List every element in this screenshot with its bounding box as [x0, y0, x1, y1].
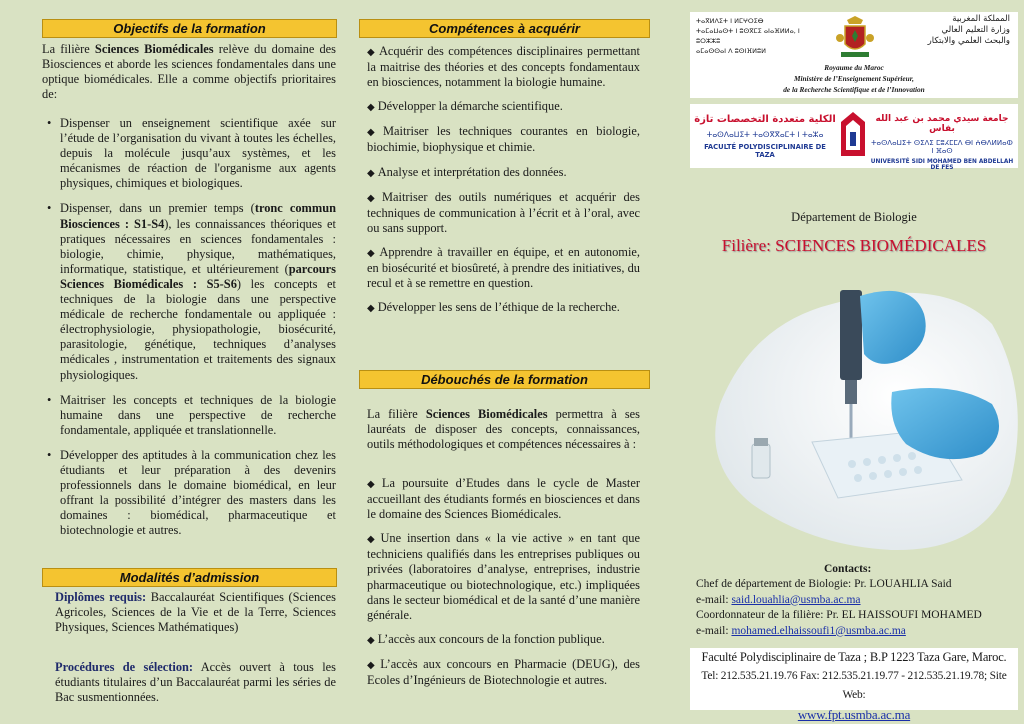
tifinagh-line: ⴰⵎⴰⵙⵙⴰⵏ ⴷ ⵓⵙⵏⴼⵍⵓⵍ — [696, 47, 766, 55]
university-emblem-icon — [838, 110, 868, 162]
email2-link[interactable]: mohamed.elhaissoufi1@usmba.ac.ma — [731, 624, 906, 637]
footer-info-box — [690, 648, 1018, 722]
department-title: Département de Biologie — [791, 210, 917, 224]
competence-text: Apprendre à travailler en équipe, et en autonomie, en biosécurité et biosûreté, à prendre des initiatives, du recul et à se remettre en question. — [367, 244, 640, 291]
footer-address: Faculté Polydisciplinaire de Taza ; B.P 1223 Taza Gare, Maroc. — [701, 650, 1007, 664]
university-arabic: جامعة سيدي محمد بن عبد الله بفاس — [875, 114, 1009, 134]
procedures-text: Accès ouvert à tous les étudiants titulaires d’un Baccalauréat parmi les séries de Bac susmentionnées. — [55, 660, 336, 705]
objectif-text: ) les concepts et techniques de la biologie dans une perspective médicale de recherche fondamentale ou appliquée : électrophysiologie, physiopathologie, biosécurité, parasitologie, génétique, techniques d’analyses médicales , instrumentation et traitements des signaux physiologiques. — [60, 276, 336, 382]
email-label: e-mail: — [696, 624, 732, 637]
filiere-title: Filière: SCIENCES BIOMÉDICALES — [721, 236, 987, 255]
debouche-text: La poursuite d’Etudes dans le cycle de Master accueillant des étudiants formés en biosciences et dans le domaine des Sciences Biomédicales. — [367, 476, 640, 522]
tifinagh-line: ⵜⴰⵎⴰⵡⴰⵙⵜ ⵏ ⵓⵙⴳⵎⵉ ⴰⵏⴰⴼⵍⵍⴰ, ⵏ ⵓⵔⵣⵣⵓ — [696, 27, 800, 45]
debouche-item: ◆ L’accès aux concours en Pharmacie (DEUG), des Ecoles d’Ingénieurs de Biotechnologie et autres. — [367, 656, 640, 688]
arabic-line: المملكة المغربية — [952, 14, 1010, 24]
debouches-intro-b: Sciences Biomédicales — [425, 407, 548, 421]
university-tifinagh: ⵜⴰⵙⴷⴰⵡⵉⵜ ⵙⵉⴷⵉ ⵎⵓⵃⵎⵎⴷ ⴱⵏ ⵄⴱⴷⵍⵍⴰⵀ ⵏ ⴼⴰⵙ — [871, 139, 1013, 155]
arabic-line: وزارة التعليم العالي — [941, 25, 1010, 35]
footer-site-line — [690, 705, 1018, 724]
faculty-left — [694, 114, 836, 159]
debouche-item: ◆ Une insertion dans « la vie active » en tant que techniciens qualifiés dans les entreprises publiques ou privées (laboratoires d’analyse, entreprises, industrie pharmaceutique ou biotechnologique, etc.) impliquées dans le secteur biomédical et de la santé d’une manière générale. — [367, 531, 640, 622]
debouche-item: ◆ L’accès aux concours de la fonction publique. — [367, 631, 605, 646]
procedures-label: Procédures de sélection: — [55, 660, 194, 674]
objectifs-list — [44, 116, 336, 548]
french-line: de la Recherche Scientifique et de l’Innovation — [783, 85, 925, 94]
debouche-text: Une insertion dans « la vie active » en tant que techniciens qualifiés dans les entreprises publiques ou privées (laboratoires d’analyse, entreprises, industrie pharmaceutique ou biotechnologique, etc.) impliquées dans le secteur biomédical et de la santé d’une manière générale. — [367, 531, 640, 622]
university-french: UNIVERSITÉ SIDI MOHAMED BEN ABDELLAH DE FES — [870, 159, 1014, 171]
email1-line — [696, 593, 1018, 609]
website-link[interactable]: www.fpt.usmba.ac.ma — [797, 707, 911, 722]
intro-text-a: La filière — [42, 42, 95, 56]
competence-text: Maitriser des outils numériques et acquérir des techniques de communication à l’écrit et à l’oral, avec ou sans support. — [367, 189, 640, 235]
intro-text-b: Sciences Biomédicales — [94, 42, 214, 56]
debouches-intro-c: permettra à ses lauréats de disposer des concepts, connaissances, outils méthodologiques et compétences nécessaires à : — [367, 407, 640, 452]
debouche-item: ◆ La poursuite d’Etudes dans le cycle de Master accueillant des étudiants formés en biosciences et dans le domaine des Sciences Biomédicales. — [367, 476, 640, 522]
competence-item: ◆ Maitriser les techniques courantes en biologie, biochimie, biophysique et chimie. — [367, 124, 640, 155]
contacts-block — [696, 577, 1018, 639]
ministry-tifinagh — [696, 16, 801, 56]
footer-phone: Tel: 212.535.21.19.76 Fax: 212.535.21.19.77 - 212.535.21.19.78; Site Web: — [701, 670, 1007, 701]
coord-name: Pr. EL HAISSOUFI MOHAMED — [826, 609, 982, 621]
competence-item: ◆ Acquérir des compétences disciplinaires permettant la maitrise des théories et des concepts fondamentaux en biosciences, notamment la biologie humaine. — [367, 44, 640, 90]
faculty-right — [870, 114, 1014, 171]
coord-label: Coordonnateur de la filière: — [696, 609, 827, 621]
objectif-text: ), les connaissances théoriques et pratiques nécessaires en sciences fondamentales : biologie, chimie, physique, mathématiques, informatique, statistique, et ultérieurement ( — [60, 216, 337, 276]
ministry-french — [690, 62, 1018, 95]
objectif-bold: parcours Sciences Biomédicales : S5-S6 — [60, 261, 336, 291]
objectif-item: • Dispenser un enseignement scientifique axée sur l’étude de l’organisation du vivant à toutes les échelles, depuis la molécule jusqu’aux systèmes, et les mécanismes de réaction de l'organisme aux agents physiques, chimiques et biologiques. — [44, 116, 336, 191]
diplomes-label: Diplômes requis: — [55, 590, 147, 604]
objectifs-header: Objectifs de la formation — [42, 19, 337, 38]
objectifs-intro — [42, 42, 336, 102]
faculty-french: FACULTÉ POLYDISCIPLINAIRE DE TAZA — [704, 143, 826, 159]
debouche-text: L’accès aux concours en Pharmacie (DEUG), des Ecoles d’Ingénieurs de Biotechnologie et autres. — [367, 656, 640, 688]
french-line: Ministère de l’Enseignement Supérieur, — [793, 74, 914, 83]
competences-header: Compétences à acquérir — [359, 19, 650, 38]
debouches-list — [367, 476, 640, 697]
competence-text: Développer les sens de l’éthique de la recherche. — [377, 300, 620, 315]
competence-item: ◆ Apprendre à travailler en équipe, et en autonomie, en biosécurité et biosûreté, à prendre des initiatives, du recul et à se remettre en question. — [367, 244, 640, 291]
faculty-arabic: الكلية متعددة التخصصات تازة — [694, 114, 836, 125]
arabic-line: والبحث العلمي والابتكار — [927, 36, 1010, 46]
contacts-title: Contacts: — [824, 563, 872, 575]
objectif-item — [44, 201, 336, 382]
email1-link[interactable]: said.louahlia@usmba.ac.ma — [731, 593, 861, 606]
modalites-header: Modalités d’admission — [42, 568, 337, 587]
diplomes-text: Baccalauréat Scientifiques (Sciences Agricoles, Sciences de la Vie et de la Terre, Sciences Physiques, Sciences Mathématiques) — [55, 590, 337, 635]
competence-text: Développer la démarche scientifique. — [377, 99, 563, 114]
chef-label: Chef de département de Biologie: — [696, 578, 855, 590]
competence-item: ◆ Développer la démarche scientifique. — [367, 99, 563, 114]
chef-name: Pr. LOUAHLIA Said — [854, 578, 952, 590]
email-label: e-mail: — [696, 593, 732, 606]
objectif-text: Dispenser, dans un premier temps ( — [60, 201, 255, 216]
intro-text-c: relève du domaine des Biosciences et aborde les sciences fondamentales dans une optique biomédicales. Elle a comme objectifs prioritaires de: — [42, 42, 336, 102]
debouches-header: Débouchés de la formation — [359, 370, 650, 389]
chef-line — [696, 577, 1018, 593]
competences-list — [367, 44, 640, 325]
modalites-procedures — [55, 660, 336, 705]
objectif-item: • Développer des aptitudes à la communication chez les étudiants et leur préparation à des devenirs professionnels dans le domaine biomédical, en leur offrant la possibilité d’intégrer des masters dans les domaines : biomédical, pharmaceutique et biotechnologie et autres. — [44, 448, 336, 539]
faculty-logo-box — [690, 104, 1018, 171]
modalites-diplomes — [55, 590, 336, 635]
email2-line — [696, 624, 1018, 640]
column-objectifs — [0, 0, 345, 724]
tifinagh-line: ⵜⴰⴳⵍⴷⵉⵜ ⵏ ⵍⵎⵖⵔⵉⴱ — [696, 17, 764, 25]
debouches-intro — [367, 407, 640, 452]
debouche-text: L’accès aux concours de la fonction publique. — [377, 631, 605, 646]
faculty-tifinagh: ⵜⴰⵙⴷⴰⵡⵉⵜ ⵜⴰⵙⴳⴳⴰⵎⵜ ⵏ ⵜⴰⵣⴰ — [706, 130, 824, 139]
competence-item: ◆ Développer les sens de l’éthique de la recherche. — [367, 300, 620, 315]
competence-text: Maitriser les techniques courantes en biologie, biochimie, biophysique et chimie. — [367, 124, 640, 155]
french-line: Royaume du Maroc — [824, 63, 884, 72]
ministry-logo-box — [690, 12, 1018, 98]
competence-item: ◆ Maitriser des outils numériques et acquérir des techniques de communication à l’écrit et à l’oral, avec ou sans support. — [367, 189, 640, 235]
debouches-intro-a: La filière — [367, 407, 426, 421]
objectif-bold: tronc commun Biosciences : S1-S4 — [60, 201, 336, 231]
competence-text: Acquérir des compétences disciplinaires permettant la maitrise des théories et des concepts fondamentaux en biosciences, notamment la biologie humaine. — [367, 44, 640, 90]
coord-line — [696, 608, 1018, 624]
lab-photo — [692, 284, 1018, 556]
ministry-arabic — [928, 14, 1010, 47]
competence-text: Analyse et interprétation des données. — [377, 164, 567, 179]
competence-item: ◆ Analyse et interprétation des données. — [367, 164, 567, 179]
coat-of-arms-icon — [835, 16, 875, 60]
objectif-item: • Maitriser les concepts et techniques de la biologie humaine dans une perspective de recherche fondamentale, appliquée et translationnelle. — [44, 393, 336, 438]
column-competences — [345, 0, 658, 724]
